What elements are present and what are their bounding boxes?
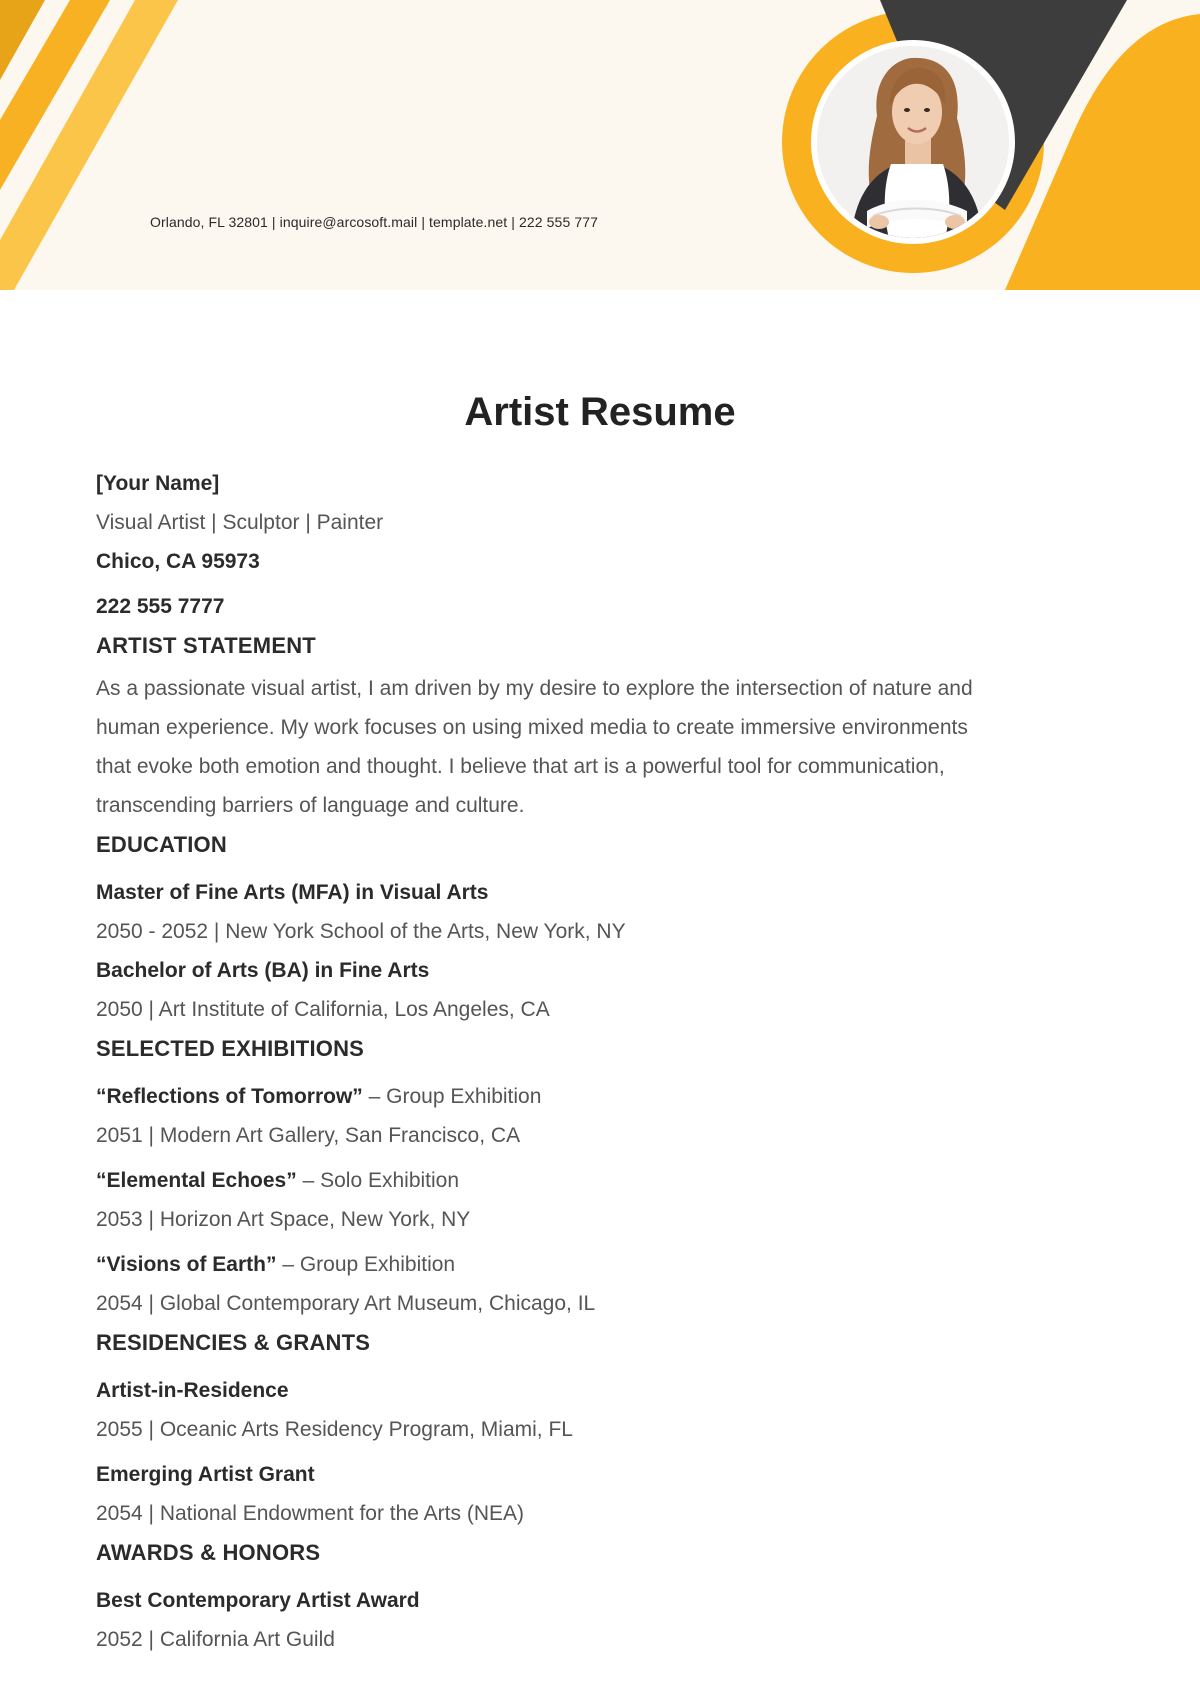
- exhibition-title: “Reflections of Tomorrow”: [96, 1085, 363, 1108]
- exhibition-details: 2054 | Global Contemporary Art Museum, Chicago, IL: [96, 1292, 596, 1315]
- applicant-name: [Your Name]: [96, 472, 220, 495]
- exhibition-details: 2051 | Modern Art Gallery, San Francisco, CA: [96, 1124, 521, 1147]
- residency-details: 2055 | Oceanic Arts Residency Program, Miami, FL: [96, 1418, 573, 1441]
- residency-title: Emerging Artist Grant: [96, 1463, 315, 1486]
- section-heading-awards: AWARDS & HONORS: [96, 1540, 321, 1565]
- stripe-shape: [0, 0, 178, 290]
- statement-line: human experience. My work focuses on using mixed media to create immersive environments: [96, 716, 968, 739]
- exhibition-title: “Visions of Earth”: [96, 1253, 277, 1276]
- exhibition-type: – Solo Exhibition: [296, 1169, 460, 1192]
- statement-line: that evoke both emotion and thought. I believe that art is a powerful tool for communication,: [96, 755, 945, 778]
- residency-title: Artist-in-Residence: [96, 1379, 289, 1402]
- residency-details: 2054 | National Endowment for the Arts (NEA): [96, 1502, 524, 1525]
- exhibition-title: “Elemental Echoes”: [96, 1169, 297, 1192]
- education-degree: Bachelor of Arts (BA) in Fine Arts: [96, 959, 430, 982]
- exhibition-type: – Group Exhibition: [362, 1085, 542, 1108]
- profile-photo-illustration: [817, 46, 1009, 238]
- exhibition-item: [96, 1161, 1106, 1200]
- profile-photo: [817, 46, 1009, 238]
- education-degree: Master of Fine Arts (MFA) in Visual Arts: [96, 881, 489, 904]
- applicant-phone: 222 555 7777: [96, 595, 225, 618]
- statement-line: transcending barriers of language and culture.: [96, 794, 525, 817]
- contact-info: Orlando, FL 32801 | inquire@arcosoft.mail | template.net | 222 555 777: [150, 214, 598, 230]
- exhibition-type: – Group Exhibition: [276, 1253, 456, 1276]
- award-details: 2052 | California Art Guild: [96, 1628, 335, 1651]
- education-details: 2050 | Art Institute of California, Los Angeles, CA: [96, 998, 550, 1021]
- section-heading-artist-statement: ARTIST STATEMENT: [96, 633, 316, 658]
- decorative-shapes: [0, 0, 1200, 290]
- resume-body: [96, 464, 1106, 1659]
- exhibition-item: [96, 1245, 1106, 1284]
- header-banner: [0, 0, 1200, 290]
- education-details: 2050 - 2052 | New York School of the Arts, New York, NY: [96, 920, 626, 943]
- section-heading-exhibitions: SELECTED EXHIBITIONS: [96, 1036, 365, 1061]
- award-title: Best Contemporary Artist Award: [96, 1589, 420, 1612]
- section-heading-residencies: RESIDENCIES & GRANTS: [96, 1330, 371, 1355]
- applicant-location: Chico, CA 95973: [96, 550, 260, 573]
- section-heading-education: EDUCATION: [96, 832, 227, 857]
- exhibition-details: 2053 | Horizon Art Space, New York, NY: [96, 1208, 471, 1231]
- exhibition-item: [96, 1077, 1106, 1116]
- profile-photo-frame: [811, 40, 1015, 244]
- statement-line: As a passionate visual artist, I am driven by my desire to explore the intersection of nature and: [96, 677, 973, 700]
- page-title: Artist Resume: [464, 390, 736, 434]
- artist-statement-text: [96, 669, 1106, 825]
- applicant-roles: Visual Artist | Sculptor | Painter: [96, 511, 384, 534]
